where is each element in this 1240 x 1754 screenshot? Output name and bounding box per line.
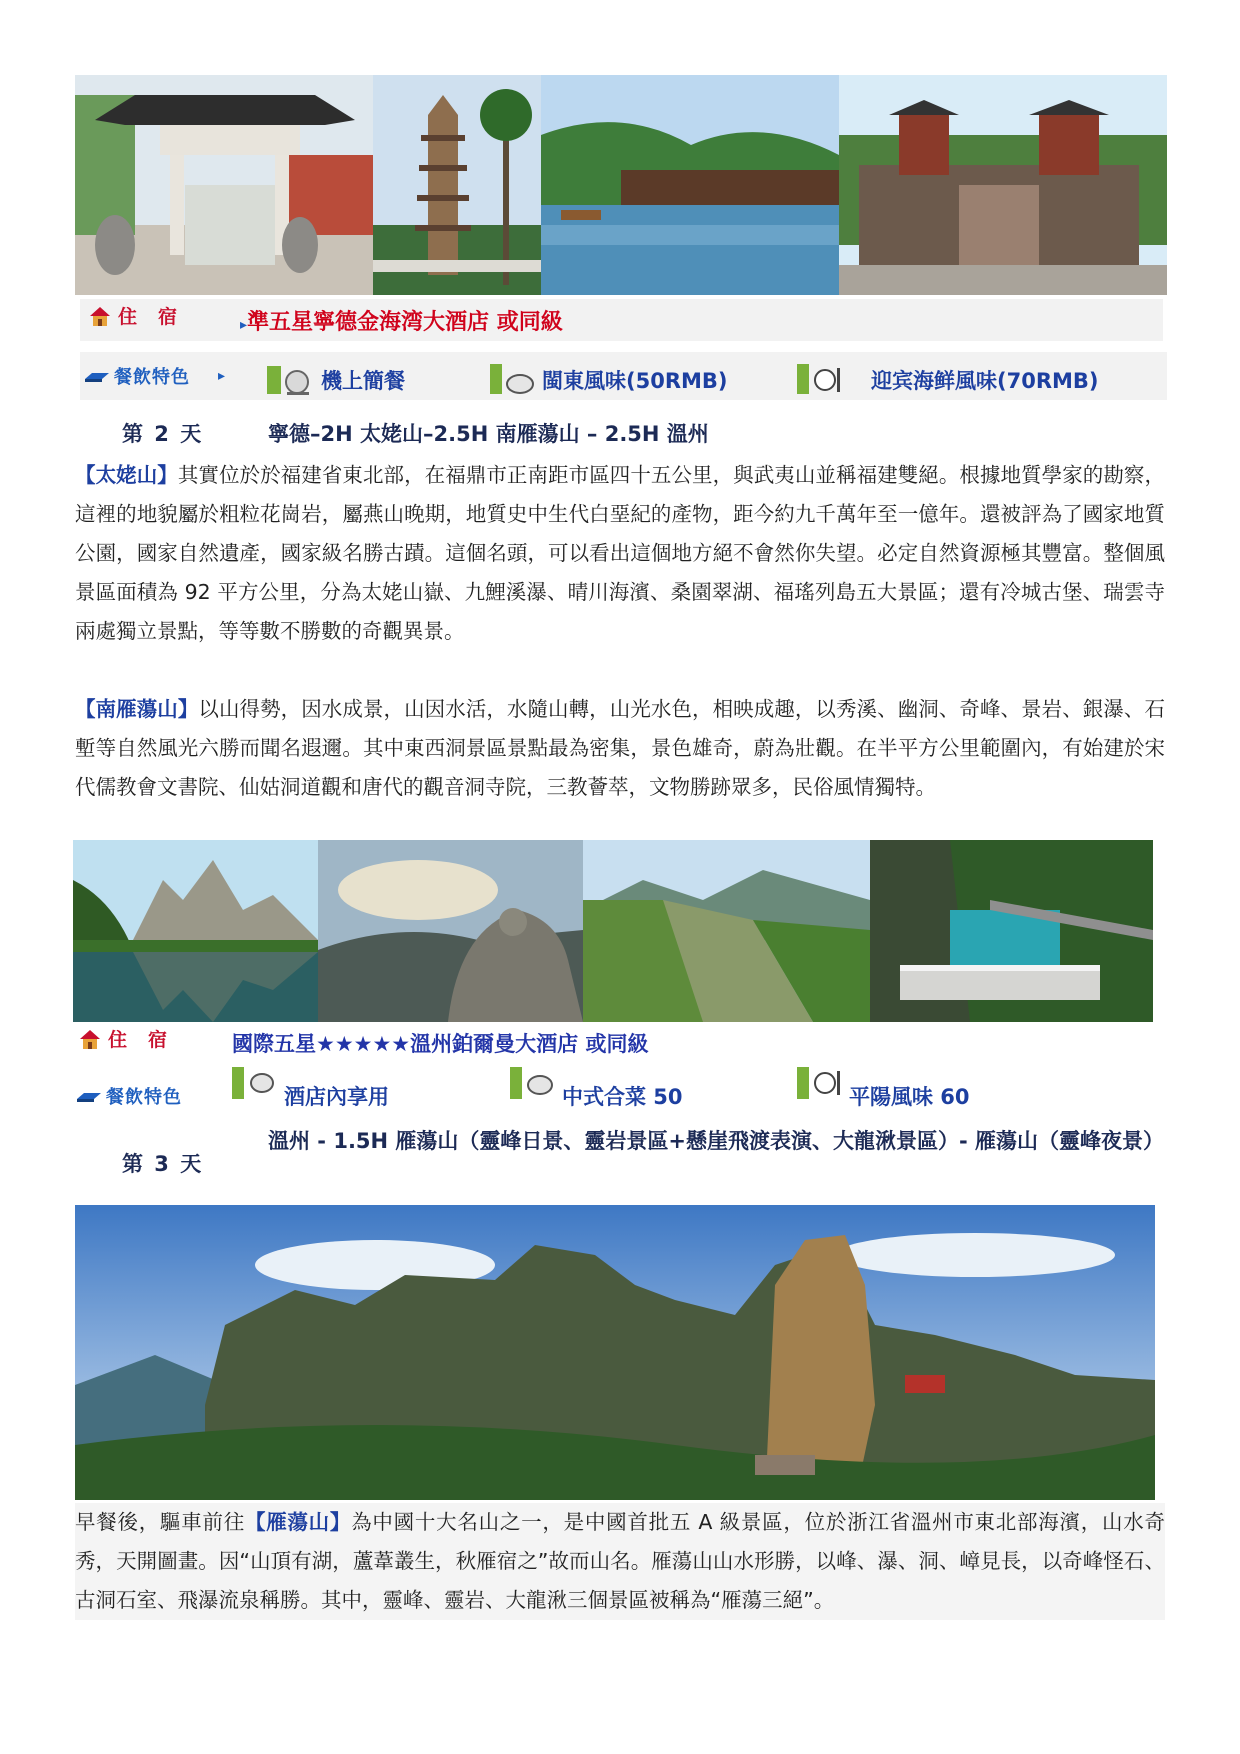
photo-pagoda bbox=[373, 75, 541, 295]
meals-label-day1: 餐飲特色 ▸ bbox=[84, 363, 225, 389]
day3-paragraph-yandang: 早餐後，驅車前往【雁蕩山】為中國十大名山之一，是中國首批五 A 級景區，位於浙江省溫州市東北部海濱，山水奇秀，天開圖畫。因“山頂有湖，蘆葦叢生，秋雁宿之”故而山名。雁蕩山山水形勝，以峰、瀑、洞、嶂見長，以奇峰怪石、古洞石室、飛瀑流泉稱勝。其中，靈峰、靈岩、大龍湫三個景區被稱為“雁蕩三絕”。 bbox=[75, 1503, 1165, 1620]
meal-tray-icon bbox=[265, 360, 313, 400]
photo-river-town bbox=[541, 75, 839, 295]
meal-lunch-day2: 中式合菜 50 bbox=[508, 1065, 683, 1105]
photo-yandang-panorama bbox=[75, 1205, 1155, 1500]
house-icon bbox=[78, 1028, 102, 1050]
meals-label-day2: 餐飲特色 bbox=[76, 1083, 182, 1109]
day3-label: 第 3 天 bbox=[122, 1152, 204, 1176]
photo-memorial-archway bbox=[75, 75, 373, 295]
accommodation-label-text: 住 宿 bbox=[118, 306, 179, 328]
photo-green-ridge bbox=[583, 840, 870, 1022]
accommodation-label bbox=[88, 302, 178, 329]
pointer-icon: ▸ bbox=[218, 368, 226, 384]
meal-plate-icon bbox=[488, 360, 536, 400]
meal-lunch-day1: 閩東風味(50RMB) bbox=[488, 360, 728, 400]
lunch-icon bbox=[508, 1065, 556, 1105]
pointer-icon: ▸ bbox=[240, 317, 248, 333]
photo-ancient-gate bbox=[839, 75, 1167, 295]
house-icon bbox=[88, 305, 112, 327]
dinner-icon bbox=[795, 1065, 843, 1105]
hotel-day2: 國際五星★★★★★溫州鉑爾曼大酒店 或同級 bbox=[232, 1032, 649, 1056]
meal-breakfast-day1: 機上簡餐 bbox=[265, 360, 405, 400]
hotel-day1: ▸準五星寧德金海湾大酒店 或同級 bbox=[240, 310, 563, 335]
meal-dinner-day2: 平陽風味 60 bbox=[795, 1065, 970, 1105]
breakfast-icon bbox=[230, 1065, 278, 1105]
day2-label: 第 2 天 bbox=[122, 422, 204, 446]
meal-dish-icon bbox=[795, 360, 843, 400]
day3-route: 溫州 - 1.5H 雁蕩山（靈峰日景、靈岩景區+懸崖飛渡表演、大龍湫景區）- 雁蕩山（靈峰夜景） bbox=[268, 1129, 1165, 1153]
photo-lake-peaks bbox=[73, 840, 318, 1022]
tray-icon bbox=[84, 369, 110, 383]
photo-canyon-walkway bbox=[870, 840, 1153, 1022]
meal-dinner-day1: 迎宾海鲜風味(70RMB) bbox=[795, 360, 1099, 400]
meal-breakfast-day2: 酒店內享用 bbox=[230, 1065, 389, 1105]
day2-route: 寧德–2H 太姥山–2.5H 南雁蕩山 – 2.5H 溫州 bbox=[268, 422, 709, 446]
tray-icon bbox=[76, 1089, 102, 1103]
day2-paragraph-taimu: 【太姥山】其實位於於福建省東北部，在福鼎市正南距市區四十五公里，與武夷山並稱福建雙絕。根據地質學家的勘察，這裡的地貌屬於粗粒花崗岩，屬燕山晚期，地質史中生代白堊紀的產物，距今約九千萬年至一億年。還被評為了國家地質公園，國家自然遺產，國家級名勝古蹟。這個名頭，可以看出這個地方絕不會然你失望。必定自然資源極其豐富。整個風景區面積為 92 平方公里，分為太姥山嶽、九鯉溪瀑、晴川海濱、桑園翠湖、福瑤列島五大景區；還有冷城古堡、瑞雲寺兩處獨立景點，等等數不勝數的奇觀異景。 bbox=[75, 463, 1166, 643]
accommodation-label-day2: 住 宿 bbox=[78, 1025, 168, 1052]
photo-sunrise-rocks bbox=[318, 840, 583, 1022]
day2-paragraph-nanyandang: 【南雁蕩山】以山得勢，因水成景，山因水活，水隨山轉，山光水色，相映成趣，以秀溪、幽洞、奇峰、景岩、銀瀑、石塹等自然風光六勝而聞名遐邇。其中東西洞景區景點最為密集，景色雄奇，蔚為壯觀。在半平方公里範圍內，有始建於宋代儒教會文書院、仙姑洞道觀和唐代的觀音洞寺院，三教薈萃，文物勝跡眾多，民俗風情獨特。 bbox=[75, 697, 1165, 799]
